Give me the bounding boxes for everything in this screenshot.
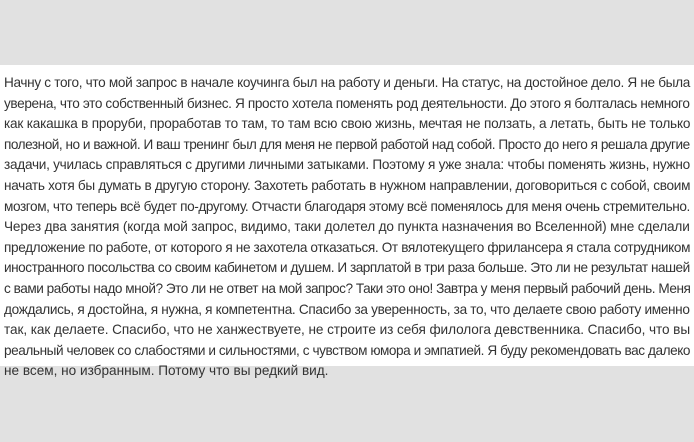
text-line: иностранного посольства со своим кабинетом и душем. И зарплатой в три раза больше. Это ли не результат нашей bbox=[4, 260, 690, 276]
text-line: Через два занятия (когда мой запрос, видимо, таки долетел до пункта назначения во Вселенной) мне сделали bbox=[4, 219, 690, 235]
text-line: мозгом, что теперь всё будет по-другому. Отчасти благодаря этому всё поменялось для меня очень стремительно. bbox=[4, 198, 690, 214]
text-line: так, как делаете. Спасибо, что не ханжествуете, не строите из себя филолога девственника. Спасибо, что вы bbox=[4, 322, 691, 338]
text-line: предложение по работе, от которого я не захотела отказаться. От вялотекущего фрилансера я стала сотрудником bbox=[4, 239, 691, 255]
text-line: с вами работы надо мной? Это ли не ответ на мой запрос? Таки это оно! Завтра у меня первый рабочий день. Меня bbox=[4, 280, 691, 296]
text-line: дождались, я достойна, я нужна, я компетентна. Спасибо за уверенность, за то, что делаете свою работу именно bbox=[4, 301, 690, 317]
testimonial-text-block bbox=[0, 65, 694, 379]
text-line: Начну с того, что мой запрос в начале коучинга был на работу и деньги. На статус, на достойное дело. Я не была bbox=[4, 75, 690, 90]
text-line: задачи, училась справляться с другими личными затыками. Поэтому я уже знала: чтобы поменять жизнь, нужно bbox=[4, 157, 690, 173]
text-line: реальный человек со слабостями и сильностями, с чувством юмора и эмпатией. Я буду рекомендовать вас далеко bbox=[4, 342, 691, 358]
text-line: уверена, что это собственный бизнес. Я просто хотела поменять род деятельности. До этого я болталась немного bbox=[4, 95, 690, 111]
text-line: начать хотя бы думать в другую сторону. Захотеть работать в нужном направлении, договориться с собой, своим bbox=[4, 177, 691, 193]
text-line: как какашка в проруби, проработав то там, то там всю свою жизнь, мечтая не ползать, а летать, быть не только bbox=[4, 116, 691, 132]
text-line: полезной, но и важной. И ваш тренинг был для меня не первой работой над собой. Просто до него я решала другие bbox=[4, 136, 690, 152]
text-line: не всем, но избранным. Потому что вы редкий вид. bbox=[4, 363, 329, 379]
